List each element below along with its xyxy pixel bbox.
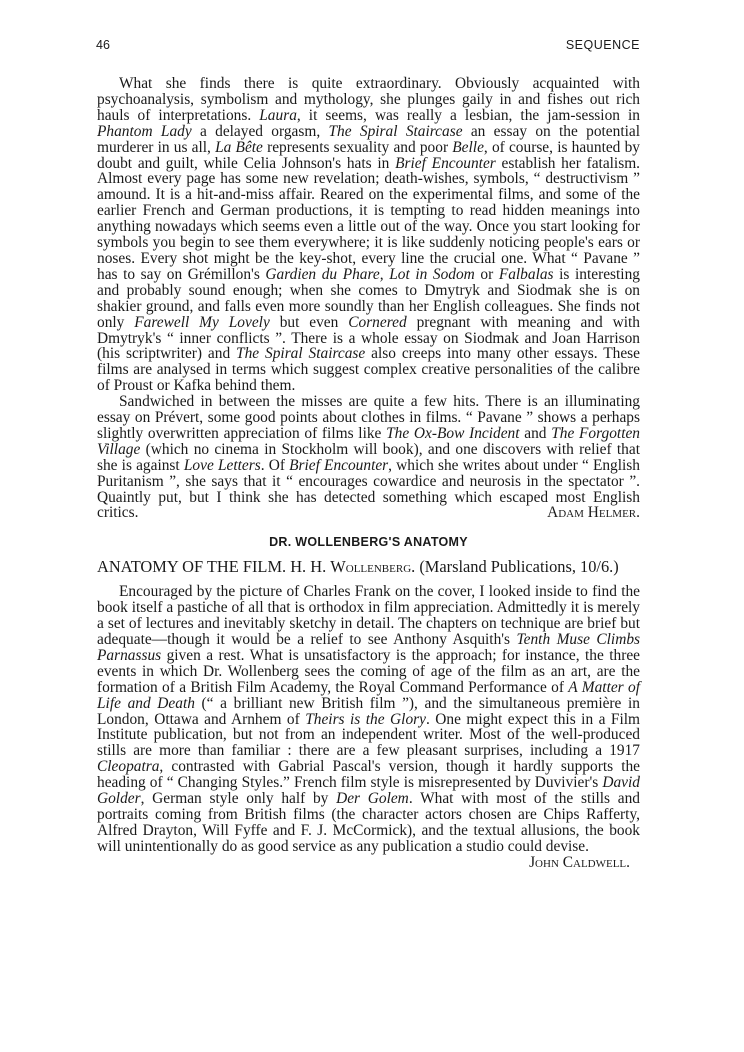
journal-title: SEQUENCE [565, 38, 640, 52]
film-title: Falbalas [498, 265, 554, 283]
review1-signature: Adam Helmer. [547, 504, 640, 522]
book-details: . (Marsland Publications, 10/6.) [411, 557, 619, 577]
text-run: represents sexuality and poor [262, 138, 453, 156]
text-run: or [474, 265, 499, 283]
film-title: Brief Encounter [395, 154, 496, 172]
film-title: The Forgotten Village [97, 424, 641, 458]
text-run: and [519, 424, 552, 442]
text-run: Sandwiched in between the misses are quite a few hits. There is an illuminating essay on Prévert, some good points about clothes in films. “ Pavane ” shows a perhaps slightly overwritten appreciation of films like [97, 393, 640, 442]
film-title: A Matter of Life and Death [97, 678, 640, 712]
text-run: given a rest. What is unsatisfactory is the approach; for instance, the three events in which Dr. Wollenberg sees the coming of age of the film as an art, are the formation of a British Film Academy, the Royal Command Performance of [97, 646, 640, 696]
book-reference [97, 558, 640, 575]
text-run: also creeps into many other essays. These films are analysed in terms which suggest complex creative personalities of the calibre of Proust or Kafka behind them. [97, 345, 640, 395]
text-run: is interesting and probably sound enough; when she comes to Dmytryk and Siodmak she is on shakier ground, and falls even more soundly than her English colleagues. She finds not only [97, 265, 640, 331]
review2-paragraph-1 [97, 584, 640, 854]
text-run: . One might expect this in a Film Institute publication, but not from an independent writer. Most of the well-produced stills are more than familiar : there are a few pleasant surprises, including a 1917 [97, 710, 641, 760]
text-run: Encouraged by the picture of Charles Frank on the cover, I looked inside to find the book itself a pastiche of all that is orthodox in film appreciation. Admittedly it is merely a set of lectures and inevitably sketchy in detail. The chapters on technique are brief but adequate—though it would be a relief to see Anthony Asquith's [97, 583, 640, 649]
film-title: Gardien du Phare, Lot in Sodom [265, 265, 475, 283]
film-title: Der Golem [336, 790, 409, 808]
text-run: a delayed orgasm, [191, 122, 329, 140]
film-title: Theirs is the Glory [305, 710, 426, 728]
text-run: an essay on the potential murderer in us all, [97, 122, 640, 156]
text-run: but even [269, 313, 349, 331]
text-run: establish her fatalism. Almost every page has some new revelation; death-wishes, symbols, “ destructivism ” amound. It is a hit-and-miss affair. Reared on the experimental films, and some of the earlier French and German productions, it is tempting to read hidden meanings into anything nowadays which seems even a little out of the way. Once you start looking for symbols you begin to see them everywhere; it is like suddenly noticing people's ears or noses. Every shot might be the key-shot, every line the crucial one. What “ Pavane ” has to say on Grémillon's [97, 154, 641, 283]
text-run: pregnant with meaning and with Dmytryk's “ inner conflicts ”. There is a whole essay on Siodmak and Joan Harrison (his scriptwriter) and [97, 313, 640, 363]
film-title: The Spiral Staircase [328, 122, 463, 140]
film-title: Love Letters [183, 456, 261, 474]
film-title: Tenth Muse Climbs Parnassus [97, 631, 641, 664]
review2-signature: John Caldwell. [529, 853, 630, 871]
page-body [97, 76, 640, 871]
text-run: , of course, is haunted by doubt and guilt, while Celia Johnson's hats in [97, 138, 640, 172]
text-run: , German style only half by [140, 790, 337, 808]
section-heading: DR. WOLLENBERG'S ANATOMY [269, 535, 468, 550]
text-run: . Of [260, 456, 290, 474]
film-title: David Golder [97, 774, 640, 808]
text-run: (“ a brilliant new British film ”), and the simultaneous première in London, Ottawa and Arnhem of [97, 694, 640, 728]
text-run: What she finds there is quite extraordinary. Obviously acquainted with psychoanalysis, symbolism and mythology, she plunges gaily in and fishes out rich hauls of interpretations. [97, 75, 640, 124]
text-run: , contrasted with Gabrial Pascal's version, though it hardly supports the heading of “ Changing Styles.” French film style is misrepresented by Duvivier's [97, 758, 640, 792]
film-title: Cleopatra [97, 758, 160, 776]
text-run: , which she writes about under “ English Puritanism ”, she says that it “ encourages cowardice and neurosis in the spectator ”. Quaintly put, but I think she has detected something which escaped most English critics. [97, 456, 640, 522]
text-run: . What with most of the stills and portraits coming from British films (the character actors chosen are Chips Rafferty, Alfred Drayton, Will Fyffe and F. J. McCormick), and the textual allusions, the book will unintentionally do as good service as any publication a studio could devise. [97, 790, 640, 855]
film-title: The Ox-Bow Incident [386, 424, 520, 442]
page-number: 46 [96, 38, 110, 52]
film-title: La Bête [215, 138, 263, 156]
running-header [96, 38, 640, 58]
film-title: Laura [259, 106, 297, 124]
film-title: Farewell My Lovely [134, 313, 270, 331]
text-run: (which no cinema in Stockholm will book), and one discovers with relief that she is against [97, 440, 640, 474]
book-author: Wollenberg [330, 557, 412, 577]
film-title: Belle [452, 138, 484, 156]
film-title: The Spiral Staircase [236, 345, 366, 363]
text-run: , it seems, was really a lesbian, the jam-session in [296, 106, 640, 124]
review1-paragraph-1 [97, 76, 640, 394]
film-title: Phantom Lady [97, 122, 192, 140]
book-title: ANATOMY OF THE FILM. H. H. [97, 557, 331, 577]
review1-paragraph-2 [97, 394, 640, 521]
film-title: Brief Encounter [289, 456, 389, 474]
film-title: Cornered [348, 313, 407, 331]
